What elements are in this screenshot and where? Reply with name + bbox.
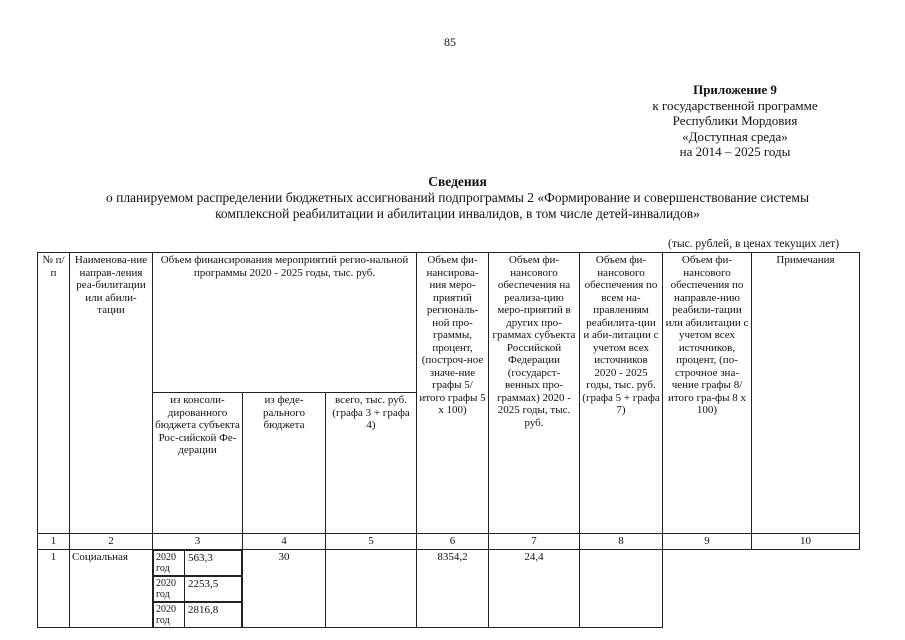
units-note: (тыс. рублей, в ценах текущих лет) bbox=[668, 238, 840, 250]
row-c5 bbox=[153, 602, 242, 628]
col-number: 6 bbox=[417, 534, 489, 550]
header-col7: Объем фи-нансового обеспечения на реализа-цию меро-приятий в других про-граммах субъекта Российской Федерации (государст-венных про-граммах) 2020 - 2025 годы, тыс. руб. bbox=[489, 253, 580, 534]
col-number: 9 bbox=[663, 534, 752, 550]
appendix-line: к государственной программе bbox=[652, 97, 818, 113]
header-col6: Объем фи-нансирова-ния меро-приятий региональ-ной про-граммы, процент, (построч-ное значе-ние графы 5/ итого графы 5 x 100) bbox=[417, 253, 489, 534]
appendix-block bbox=[590, 82, 880, 160]
appendix-line: на 2014 – 2025 годы bbox=[679, 144, 791, 159]
year-label: 2020 год bbox=[154, 577, 185, 601]
row-c4 bbox=[153, 576, 242, 602]
appendix-line: Республики Мордовия bbox=[672, 113, 798, 128]
row-c9: 24,4 bbox=[489, 549, 580, 628]
col-number: 8 bbox=[580, 534, 663, 550]
header-row-top bbox=[38, 253, 860, 393]
header-col9: Объем фи-нансового обеспечения по направле-нию реабили-тации или абилитации с учетом всех источников, процент, (по-строчное зна-чение графы 8/ итого гра-фы 8 x 100) bbox=[663, 253, 752, 534]
col-number: 7 bbox=[489, 534, 580, 550]
col-number: 4 bbox=[243, 534, 326, 550]
table-row bbox=[38, 549, 860, 628]
appendix-line: «Доступная среда» bbox=[682, 128, 788, 144]
row-c8: 8354,2 bbox=[417, 549, 489, 628]
col-number: 5 bbox=[326, 534, 417, 550]
header-notes: Примечания bbox=[752, 253, 860, 534]
row-c6: 30 bbox=[243, 549, 326, 628]
column-number-row bbox=[38, 534, 860, 550]
year-label: 2020 год bbox=[154, 551, 185, 575]
row-c10 bbox=[580, 549, 663, 628]
appendix-title: Приложение 9 bbox=[693, 82, 777, 97]
heading-title: Сведения bbox=[428, 174, 487, 189]
col-number: 2 bbox=[70, 534, 153, 550]
row-num: 1 bbox=[38, 549, 70, 628]
header-sub3: из консоли-дированного бюджета субъекта Рос-сийской Фе-дерации bbox=[153, 393, 243, 534]
amount-value: 2816,8 bbox=[188, 603, 219, 616]
row-c3 bbox=[153, 550, 242, 576]
col-number: 1 bbox=[38, 534, 70, 550]
document-heading bbox=[40, 174, 875, 222]
amount-value: 2253,5 bbox=[188, 577, 219, 590]
header-name: Наименова-ние направ-ления реа-билитации или абили-тации bbox=[70, 253, 153, 534]
header-sub5: всего, тыс. руб. (графа 3 + графа 4) bbox=[326, 393, 417, 534]
header-financing-group: Объем финансирования мероприятий регио-нальной программы 2020 - 2025 годы, тыс. руб. bbox=[153, 253, 417, 393]
header-col8: Объем фи-нансового обеспечения по всем на-правлениям реабилита-ции и аби-литации с учетом всех источников 2020 - 2025 годы, тыс. руб. (графа 5 + графа 7) bbox=[580, 253, 663, 534]
col-number: 10 bbox=[752, 534, 860, 550]
page-number: 85 bbox=[444, 35, 456, 49]
year-label: 2020 год bbox=[154, 603, 185, 627]
heading-line: о планируемом распределении бюджетных ассигнований подпрограммы 2 «Формирование и совершенствование системы bbox=[105, 190, 810, 205]
col-number: 3 bbox=[153, 534, 243, 550]
row-name: Социальная bbox=[70, 549, 153, 628]
header-sub4: из феде-рального бюджета bbox=[243, 393, 326, 534]
header-num: № п/п bbox=[38, 253, 70, 534]
heading-line: комплексной реабилитации и абилитации инвалидов, в том числе детей-инвалидов» bbox=[215, 206, 700, 221]
amount-value: 563,3 bbox=[188, 551, 213, 564]
financing-table bbox=[37, 252, 860, 628]
row-c7 bbox=[326, 549, 417, 628]
